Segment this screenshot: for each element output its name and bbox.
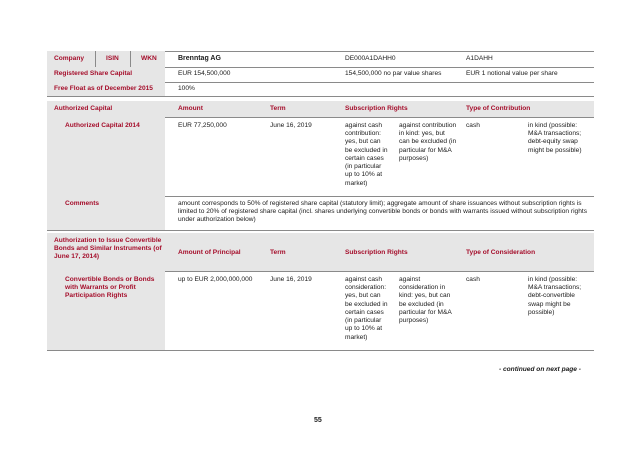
- authorized-amount: EUR 77,250,000: [178, 122, 227, 129]
- authorized-term: June 16, 2019: [270, 122, 312, 129]
- subscription-rights-kind: against contribution in kind: yes, but can be excluded (in particular for M&A purposes): [399, 122, 457, 162]
- subscription-rights-header: Subscription Rights: [345, 249, 408, 256]
- comments-text: amount corresponds to 50% of registered share capital (statutory limit); aggregate amount of share issuances without subscription rights is limited to 20% of registered share capital (incl. shares underlying convertible bonds or bonds with warrants issued without subscription rights under authorization below): [178, 200, 588, 224]
- contribution-cash: cash: [466, 122, 480, 129]
- page-number: 55: [314, 417, 322, 424]
- company-name: Brenntag AG: [178, 55, 221, 62]
- term-header: Term: [270, 105, 286, 112]
- registered-share-capital-label: Registered Share Capital: [54, 70, 133, 77]
- authorized-capital-header: Authorized Capital: [54, 105, 113, 112]
- rule: [47, 96, 594, 97]
- wkn-value: A1DAHH: [466, 55, 493, 62]
- type-of-consideration-header: Type of Consideration: [466, 249, 536, 256]
- amount-header: Amount: [178, 105, 203, 112]
- authorized-capital-2014-label: Authorized Capital 2014: [65, 122, 140, 129]
- term-header: Term: [270, 249, 286, 256]
- company-header: Company: [54, 55, 85, 62]
- subscription-rights-header: Subscription Rights: [345, 105, 408, 112]
- registered-shares: 154,500,000 no par value shares: [345, 70, 442, 77]
- bonds-term: June 16, 2019: [270, 276, 312, 283]
- type-of-contribution-header: Type of Contribution: [466, 105, 531, 112]
- rule: [47, 230, 594, 231]
- authorization-bonds-header: Authorization to Issue Convertible Bonds and Similar Instruments (of June 17, 2014): [54, 237, 162, 261]
- column-divider: [95, 51, 96, 67]
- consideration-kind: in kind (possible: M&A transactions; debt-convertible swap might be possible): [528, 276, 582, 316]
- consideration-cash: cash: [466, 276, 480, 283]
- registered-share-capital-value: EUR 154,500,000: [178, 70, 231, 77]
- continued-note: - continued on next page -: [498, 366, 581, 373]
- isin-value: DE000A1DAHH0: [345, 55, 396, 62]
- isin-header: ISIN: [106, 55, 119, 62]
- amount-of-principal-header: Amount of Principal: [178, 249, 241, 256]
- wkn-header: WKN: [141, 55, 157, 62]
- principal-amount: up to EUR 2,000,000,000: [178, 276, 253, 283]
- rule: [47, 350, 594, 351]
- free-float-label: Free Float as of December 2015: [54, 85, 153, 92]
- comments-label: Comments: [65, 200, 100, 207]
- free-float-value: 100%: [178, 85, 195, 92]
- notional-value: EUR 1 notional value per share: [466, 70, 558, 77]
- convertible-bonds-label: Convertible Bonds or Bonds with Warrants or Profit Participation Rights: [65, 276, 155, 300]
- subscription-rights-cash: against cash contribution: yes, but can be excluded in certain cases (in particular up to 10% at market): [345, 122, 388, 187]
- bonds-subscription-rights-cash: against cash consideration: yes, but can be excluded in certain cases (in particular up to 10% at market): [345, 276, 388, 341]
- contribution-kind: in kind (possible: M&A transactions; debt-equity swap might be possible): [528, 122, 582, 154]
- bonds-subscription-rights-kind: against consideration in kind: yes, but can be excluded (in particular for M&A purposes): [399, 276, 452, 325]
- column-divider: [130, 51, 131, 67]
